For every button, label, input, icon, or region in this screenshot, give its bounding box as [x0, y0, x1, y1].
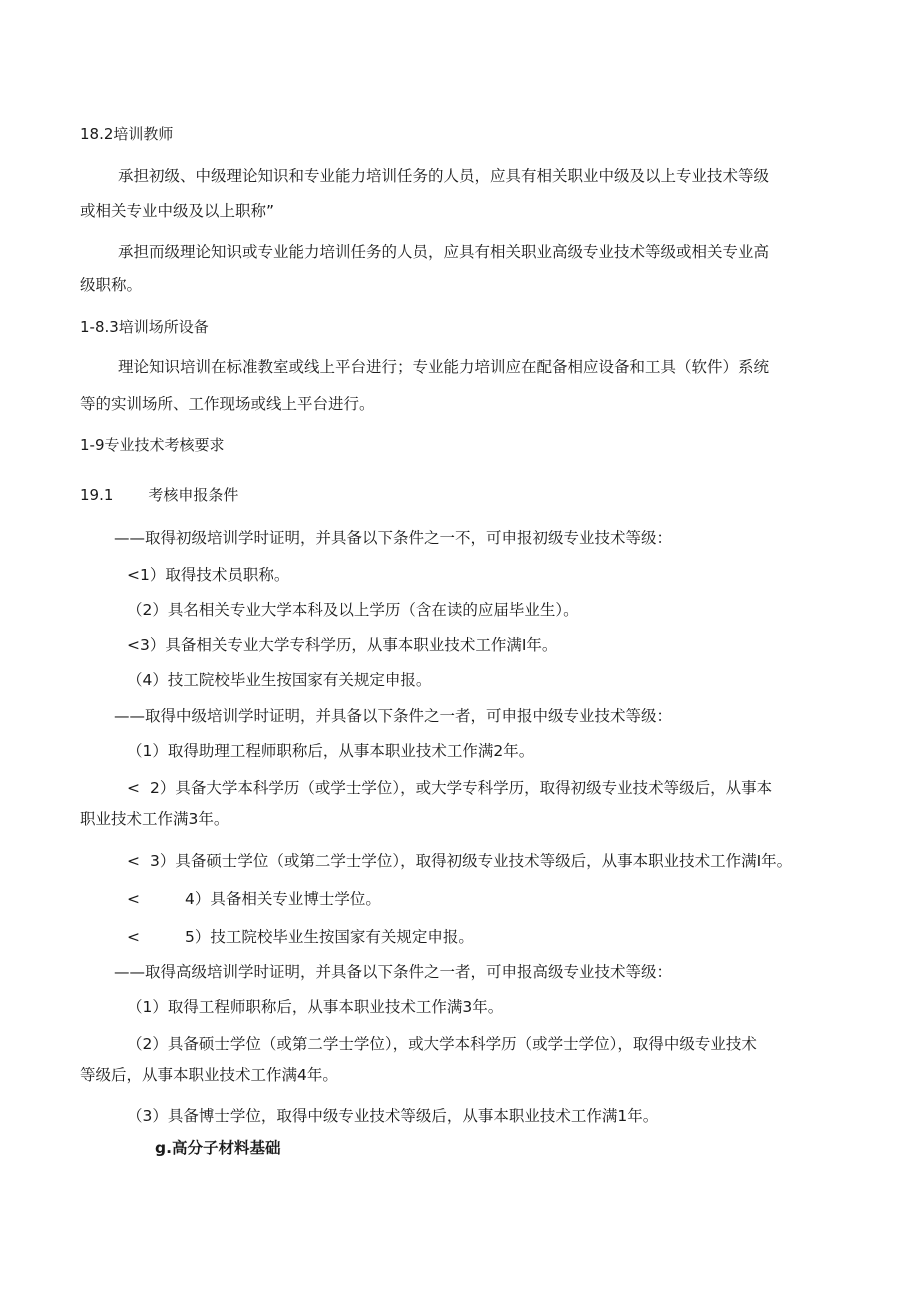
list-text: 3）具备硕士学位（或第二学士学位），取得初级专业技术等级后，从事本职业技术工作满I年。 [150, 852, 793, 870]
paragraph-line: 级职称。 [80, 276, 143, 294]
list-item: （1）取得工程师职称后，从事本职业技术工作满3年。 [127, 998, 504, 1016]
next-section-heading: g.高分子材料基础 [155, 1139, 281, 1157]
condition-intro-junior: ——取得初级培训学时证明，并具备以下条件之一不，可申报初级专业技术等级： [114, 529, 673, 547]
list-item: （3）具备博士学位，取得中级专业技术等级后，从事本职业技术工作满1年。 [127, 1107, 659, 1125]
list-item [127, 927, 474, 947]
list-text: 4）具备相关专业博士学位。 [185, 890, 381, 908]
paragraph-line: 等级后，从事本职业技术工作满4年。 [80, 1066, 338, 1084]
list-item [127, 778, 772, 798]
section-heading-19-1 [80, 485, 238, 505]
section-heading-18-2: 18.2培训教师 [80, 125, 174, 143]
condition-intro-senior: ——取得高级培训学时证明，并具备以下条件之一者，可申报高级专业技术等级： [114, 963, 673, 981]
paragraph-line: 职业技术工作满3年。 [80, 810, 230, 828]
paragraph-line: 等的实训场所、工作现场或线上平台进行。 [80, 395, 375, 413]
list-item: <1）取得技术员职称。 [127, 566, 290, 584]
list-item [127, 889, 381, 909]
list-marker: < [127, 928, 140, 946]
paragraph-line: 承担而级理论知识或专业能力培训任务的人员，应具有相关职业高级专业技术等级或相关专业高 [118, 243, 770, 261]
list-item: <3）具备相关专业大学专科学历，从事本职业技术工作满I年。 [127, 636, 558, 654]
section-number: 19.1 [80, 486, 114, 504]
list-item: （2）具备硕士学位（或第二学士学位），或大学本科学历（或学士学位），取得中级专业技术 [127, 1035, 757, 1053]
condition-intro-middle: ——取得中级培训学时证明，并具备以下条件之一者，可申报中级专业技术等级： [114, 707, 673, 725]
section-heading-1-8-3: 1-8.3培训场所设备 [80, 318, 209, 336]
list-item: （2）具名相关专业大学本科及以上学历（含在读的应届毕业生）。 [127, 601, 579, 619]
paragraph-line: 承担初级、中级理论知识和专业能力培训任务的人员，应具有相关职业中级及以上专业技术等级 [118, 167, 770, 185]
list-item [127, 851, 792, 871]
section-title: 考核申报条件 [148, 486, 239, 504]
paragraph-line: 理论知识培训在标准教室或线上平台进行；专业能力培训应在配备相应设备和工具（软件）系统 [118, 358, 770, 376]
list-marker: < [127, 890, 140, 908]
list-marker: < [127, 852, 140, 870]
paragraph-line: 或相关专业中级及以上职称” [80, 202, 275, 220]
list-item: （4）技工院校毕业生按国家有关规定申报。 [127, 671, 432, 689]
list-text: 5）技工院校毕业生按国家有关规定申报。 [185, 928, 474, 946]
section-heading-1-9: 1-9专业技术考核要求 [80, 436, 225, 454]
list-marker: < [127, 779, 140, 797]
list-text: 2）具备大学本科学历（或学士学位），或大学专科学历，取得初级专业技术等级后，从事本 [150, 779, 773, 797]
list-item: （1）取得助理工程师职称后，从事本职业技术工作满2年。 [127, 742, 535, 760]
